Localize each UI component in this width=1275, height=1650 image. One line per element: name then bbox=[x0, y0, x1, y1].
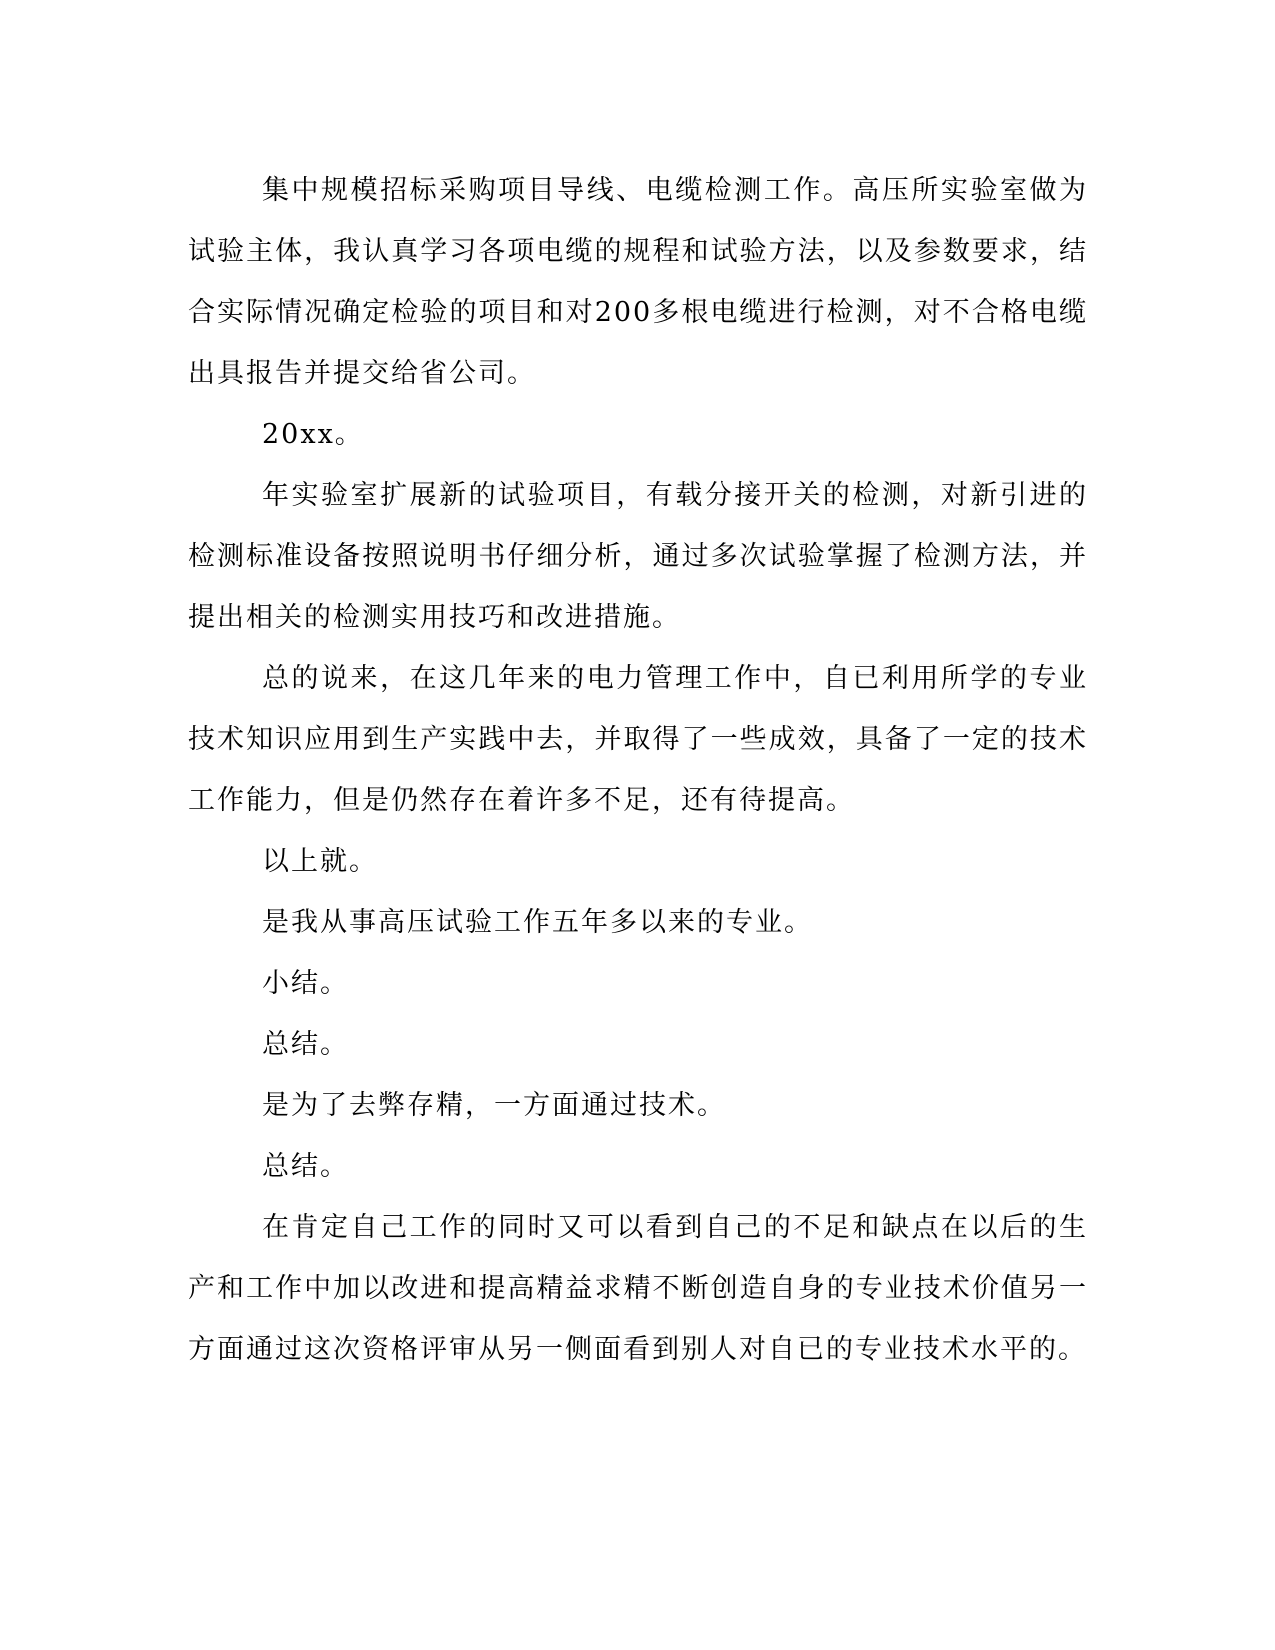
paragraph-5: 以上就。 bbox=[262, 846, 378, 877]
document-body bbox=[188, 160, 1088, 1380]
paragraph-2: 20xx。 bbox=[262, 419, 364, 450]
paragraph-7: 小结。 bbox=[262, 968, 349, 999]
paragraph-11: 在肯定自己工作的同时又可以看到自己的不足和缺点在以后的生产和工作中加以改进和提高精益求精不断创造自身的专业技术价值另一方面通过这次资格评审从另一侧面看到别人对自已的专业技术水平的。 bbox=[188, 1212, 1088, 1365]
paragraph-3: 年实验室扩展新的试验项目，有载分接开关的检测，对新引进的检测标准设备按照说明书仔细分析，通过多次试验掌握了检测方法，并提出相关的检测实用技巧和改进措施。 bbox=[188, 480, 1088, 633]
paragraph-1: 集中规模招标采购项目导线、电缆检测工作。高压所实验室做为试验主体，我认真学习各项电缆的规程和试验方法，以及参数要求，结合实际情况确定检验的项目和对200多根电缆进行检测，对不合格电缆出具报告并提交给省公司。 bbox=[188, 175, 1088, 389]
paragraph-4: 总的说来，在这几年来的电力管理工作中，自已利用所学的专业技术知识应用到生产实践中去，并取得了一些成效，具备了一定的技术工作能力，但是仍然存在着许多不足，还有待提高。 bbox=[188, 663, 1088, 816]
paragraph-9: 是为了去弊存精，一方面通过技术。 bbox=[262, 1090, 726, 1121]
paragraph-8: 总结。 bbox=[262, 1029, 349, 1060]
paragraph-6: 是我从事高压试验工作五年多以来的专业。 bbox=[262, 907, 813, 938]
paragraph-10: 总结。 bbox=[262, 1151, 349, 1182]
